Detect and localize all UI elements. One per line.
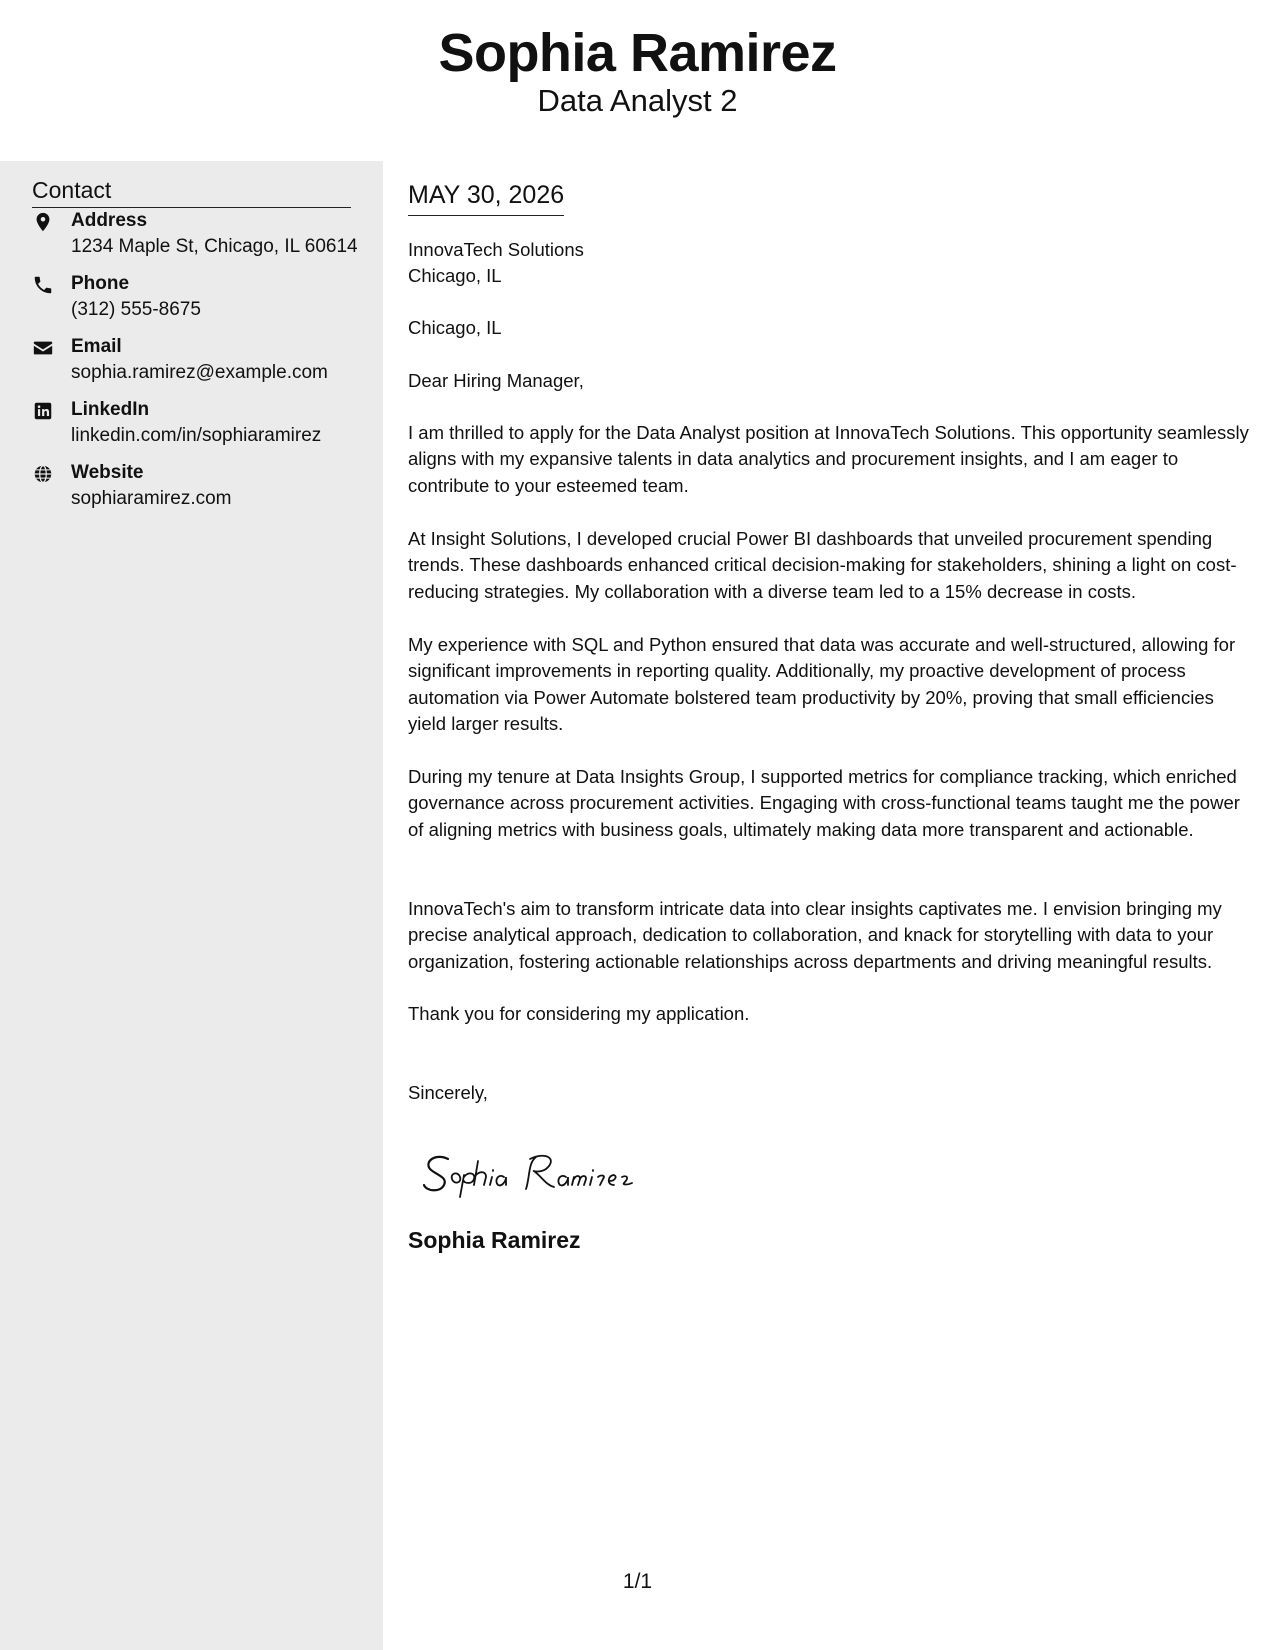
linkedin-icon bbox=[32, 400, 54, 422]
contact-label: Address bbox=[71, 210, 148, 231]
recipient-city: Chicago, IL bbox=[408, 265, 502, 286]
globe-icon bbox=[32, 463, 54, 485]
contact-sidebar bbox=[0, 161, 383, 1650]
contact-item-address bbox=[32, 209, 372, 265]
website-value: sophiaramirez.com bbox=[71, 488, 232, 509]
contact-label: Phone bbox=[71, 273, 130, 294]
email-value: sophia.ramirez@example.com bbox=[71, 362, 328, 383]
paragraph: My experience with SQL and Python ensured that data was accurate and well-structured, allowing for significant improvements in reporting quality. Additionally, my proactive development of process automation via Power Automate bolstered team productivity by 20%, proving that small efficiencies yield larger results. bbox=[408, 634, 1236, 735]
page-number: 1/1 bbox=[622, 1570, 653, 1593]
contact-label: Website bbox=[71, 462, 144, 483]
header bbox=[0, 0, 1275, 160]
signer-name: Sophia Ramirez bbox=[408, 1227, 581, 1253]
address-value: 1234 Maple St, Chicago, IL 60614 bbox=[71, 236, 358, 257]
paragraph: At Insight Solutions, I developed crucial Power BI dashboards that unveiled procurement spending trends. These dashboards enhanced critical decision-making for stakeholders, shining a light on cost-reducing strategies. My collaboration with a diverse team led to a 15% decrease in costs. bbox=[408, 528, 1237, 602]
job-title: Data Analyst 2 bbox=[537, 83, 738, 118]
salutation: Dear Hiring Manager, bbox=[408, 370, 584, 391]
location-pin-icon bbox=[32, 211, 54, 233]
contact-item-linkedin bbox=[32, 398, 372, 454]
applicant-name: Sophia Ramirez bbox=[438, 23, 837, 83]
linkedin-value: linkedin.com/in/sophiaramirez bbox=[71, 425, 322, 446]
contact-item-phone bbox=[32, 272, 372, 328]
phone-value: (312) 555-8675 bbox=[71, 299, 201, 320]
paragraph: InnovaTech's aim to transform intricate data into clear insights captivates me. I envision bringing my precise analytical approach, dedication to collaboration, and knack for storytelling with data to your organization, fostering actionable relationships across departments and driving meaningful results. bbox=[408, 898, 1222, 972]
paragraph: During my tenure at Data Insights Group, I supported metrics for compliance tracking, which enriched governance across procurement activities. Engaging with cross-functional teams taught me the power of aligning metrics with business goals, ultimately making data more transparent and actionable. bbox=[408, 766, 1240, 840]
handwritten-signature bbox=[418, 1137, 678, 1207]
contact-heading: Contact bbox=[32, 175, 351, 208]
contact-item-email bbox=[32, 335, 372, 391]
contact-label: Email bbox=[71, 336, 122, 357]
phone-icon bbox=[32, 274, 54, 296]
contact-label: LinkedIn bbox=[71, 399, 150, 420]
envelope-icon bbox=[32, 337, 54, 359]
closing: Sincerely, bbox=[408, 1082, 488, 1103]
thanks-line: Thank you for considering my application. bbox=[408, 1003, 750, 1024]
recipient-company: InnovaTech Solutions bbox=[408, 239, 584, 260]
letter-date: MAY 30, 2026 bbox=[408, 179, 564, 216]
contact-item-website bbox=[32, 461, 372, 517]
recipient-location: Chicago, IL bbox=[408, 317, 502, 338]
paragraph: I am thrilled to apply for the Data Analyst position at InnovaTech Solutions. This opportunity seamlessly aligns with my expansive talents in data analytics and procurement insights, and I am eager to contribute to your esteemed team. bbox=[408, 422, 1249, 496]
